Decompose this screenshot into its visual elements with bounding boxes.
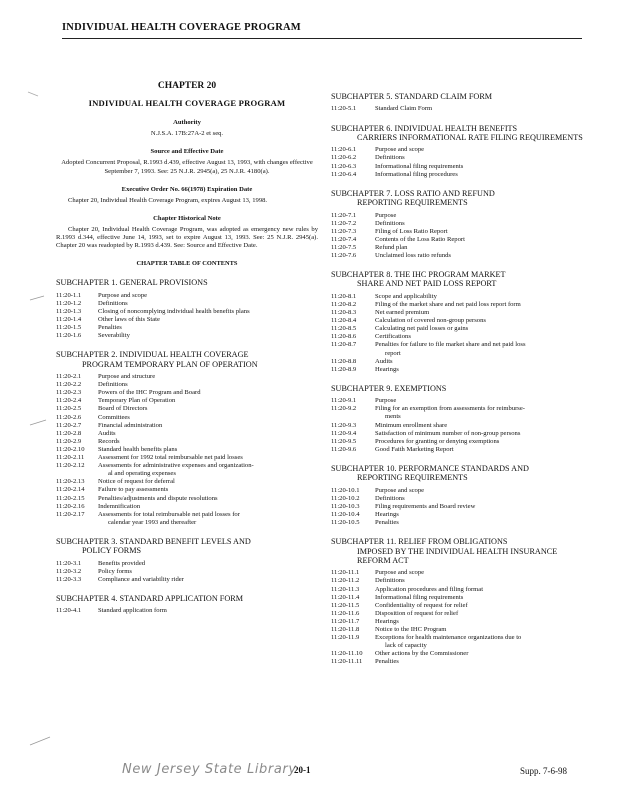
section-number: 11:20-11.3 [331,585,360,593]
section-title-text: Certifications [375,333,411,341]
source-text: Adopted Concurrent Proposal, R.1993 d.439, effective August 13, 1993, with changes effective September 7, 1993. See: 25 N.J.R. 2945(a), 25 N.J.R. 4180(a). [61,159,313,175]
section-number: 11:20-9.4 [331,429,357,437]
section-title-text: Penalties [98,324,122,332]
scan-mark [30,420,46,425]
section-number: 11:20-11.10 [331,650,363,658]
section-number: 11:20-11.5 [331,601,360,609]
section-title-text: Compliance and variability rider [98,575,184,583]
section-number: 11:20-6.4 [331,170,357,178]
section-title-text: Definitions [375,219,405,227]
chapter-title: INDIVIDUAL HEALTH COVERAGE PROGRAM [88,98,286,109]
scan-mark [30,296,44,300]
section-title-text: Penalties for failure to file market share and net paid loss [375,341,526,349]
section-number: 11:20-2.3 [56,389,82,397]
section-number: 11:20-1.2 [56,299,82,307]
section-number: 11:20-8.4 [331,317,357,325]
section-title-text: Records [98,437,120,445]
section-title-text: Refund plan [375,243,408,251]
supplement-date: Supp. 7-6-98 [520,766,567,776]
section-number: 11:20-2.1 [56,373,82,381]
section-title-text: Purpose [375,211,397,219]
section-title-wrap: lack of capacity [385,642,427,650]
section-number: 11:20-11.9 [331,634,360,642]
section-number: 11:20-9.2 [331,405,357,413]
section-title-text: Calculating net paid losses or gains [375,325,469,333]
section-number: 11:20-11.11 [331,658,363,666]
section-title-text: Contents of the Loss Ratio Report [375,235,465,243]
subchapter-title-continuation: REPORTING REQUIREMENTS [357,198,468,208]
section-number: 11:20-1.4 [56,316,82,323]
subchapter-title-text: SUBCHAPTER 7. LOSS RATIO AND REFUND [331,188,495,198]
subchapter-title-continuation: PROGRAM TEMPORARY PLAN OF OPERATION [82,359,258,369]
section-title-text: Purpose and scope [375,569,425,577]
section-number: 11:20-10.5 [331,519,360,527]
section-number: 11:20-11.6 [331,609,360,617]
section-title-text: Net earned premium [375,309,430,317]
section-number: 11:20-10.3 [331,502,360,510]
section-title-text: Filing of the market share and net paid loss report form [375,300,521,308]
section-title-text: Other actions by the Commissioner [375,650,469,658]
section-number: 11:20-6.2 [331,154,357,162]
section-number: 11:20-9.5 [331,437,357,445]
subchapter-title-text: SUBCHAPTER 3. STANDARD BENEFIT LEVELS AND [56,536,251,546]
section-number: 11:20-2.5 [56,405,82,413]
subchapter-title-text: SUBCHAPTER 11. RELIEF FROM OBLIGATIONS [331,537,508,547]
section-title-text: Purpose and structure [98,373,156,381]
section-number: 11:20-5.1 [331,105,357,113]
section-number: 11:20-11.7 [331,617,360,625]
section-number: 11:20-2.17 [56,510,85,518]
section-title-wrap: report [385,349,401,357]
section-title-text: Severability [98,332,130,340]
scan-mark [30,737,50,745]
section-number: 11:20-9.3 [331,421,357,429]
section-title-text: Calculation of covered non-group persons [375,317,486,325]
section-title-text: Assessments for administrative expenses and organization- [98,462,254,470]
subchapter-title-text: SUBCHAPTER 2. INDIVIDUAL HEALTH COVERAGE [56,350,249,360]
running-header: INDIVIDUAL HEALTH COVERAGE PROGRAM [62,22,301,33]
section-title-text: Informational filing requirements [375,593,464,601]
section-title-text: Informational filing requirements [375,162,464,170]
subchapter-title-continuation: IMPOSED BY THE INDIVIDUAL HEALTH INSURANCE REFORM ACT [357,546,558,565]
subchapter-title-text: SUBCHAPTER 8. THE IHC PROGRAM MARKET [331,270,506,280]
section-title-text: Closing of noncomplying individual health benefits plans [98,307,250,315]
page-number: 20-1 [294,765,311,775]
authority-heading: Authority [173,119,201,127]
section-title-text: Definitions [98,299,128,307]
section-number: 11:20-2.11 [56,454,85,462]
section-title-text: Definitions [98,381,128,389]
section-number: 11:20-1.6 [56,332,82,340]
section-number: 11:20-2.10 [56,445,85,453]
section-title-text: Benefits provided [98,559,146,567]
section-number: 11:20-8.7 [331,341,357,349]
section-number: 11:20-11.1 [331,569,360,577]
section-number: 11:20-9.1 [331,397,357,405]
subchapter-title-text: SUBCHAPTER 6. INDIVIDUAL HEALTH BENEFITS [331,123,518,133]
section-number: 11:20-11.8 [331,626,360,634]
section-title-text: Definitions [375,577,405,585]
section-title-text: Definitions [375,154,405,162]
section-number: 11:20-8.3 [331,309,357,317]
section-number: 11:20-10.2 [331,494,360,502]
section-number: 11:20-2.13 [56,478,85,486]
library-watermark: New Jersey State Library [122,762,297,777]
section-number: 11:20-2.14 [56,486,85,494]
section-title-text: Hearings [375,617,399,625]
section-number: 11:20-10.1 [331,486,360,494]
subchapter-title-text: SUBCHAPTER 4. STANDARD APPLICATION FORM [56,593,244,603]
subchapter-title-continuation: SHARE AND NET PAID LOSS REPORT [357,279,497,289]
section-title-text: Filing for an exemption from assessments for reimburse- [375,405,525,413]
section-number: 11:20-11.2 [331,577,360,585]
section-title-text: Penalties [375,519,399,527]
section-number: 11:20-2.7 [56,421,82,429]
section-number: 11:20-7.5 [331,243,357,251]
section-title-text: Satisfaction of minimum number of non-group persons [375,429,521,437]
section-title-text: Purpose and scope [98,291,148,299]
toc-heading: CHAPTER TABLE OF CONTENTS [136,260,238,268]
section-title-text: Failure to pay assessments [98,486,169,494]
section-title-text: Good Faith Marketing Report [375,445,454,453]
subchapter-title-text: SUBCHAPTER 10. PERFORMANCE STANDARDS AND [331,463,529,473]
section-number: 11:20-7.2 [331,219,357,227]
section-number: 11:20-2.9 [56,437,82,445]
section-title-text: Confidentiality of request for relief [375,601,468,609]
section-number: 11:20-7.1 [331,211,357,219]
section-number: 11:20-2.4 [56,397,82,405]
section-number: 11:20-3.2 [56,567,82,575]
section-title-wrap: al and operating expenses [108,470,176,478]
section-number: 11:20-8.6 [331,333,357,341]
subchapter-title-text: SUBCHAPTER 9. EXEMPTIONS [331,383,447,393]
section-number: 11:20-1.5 [56,324,82,332]
section-title-text: Filing of Loss Ratio Report [375,227,448,235]
section-title-text: Exceptions for health maintenance organizations due to [375,634,522,642]
section-number: 11:20-3.1 [56,559,82,567]
section-title-text: Definitions [375,494,405,502]
executive-order-heading: Executive Order No. 66(1978) Expiration Date [121,185,253,193]
section-title-text: Powers of the IHC Program and Board [98,389,201,397]
section-number: 11:20-8.2 [331,300,357,308]
history-text: Chapter 20, Individual Health Coverage Program, was adopted as emergency new rules by R.1993 d.344, effective June 14, 1993, set to expire August 13, 1993. See: 25 N.J.R. 2945(a). Chapter 20 was readopted by R.1993 d.439. See: Source and Effective Date. [56,225,318,250]
section-number: 11:20-8.5 [331,325,357,333]
section-title-text: Filing requirements and Board review [375,502,476,510]
section-title-text: Purpose and scope [375,486,425,494]
section-title-text: Purpose and scope [375,146,425,154]
section-title-text: Notice of request for deferral [98,478,175,486]
section-number: 11:20-8.8 [331,357,357,365]
section-number: 11:20-2.8 [56,429,82,437]
scan-mark [28,92,38,96]
section-number: 11:20-2.16 [56,502,85,510]
subchapter-title-text: SUBCHAPTER 5. STANDARD CLAIM FORM [331,92,493,101]
subchapter-title-continuation: REPORTING REQUIREMENTS [357,473,468,483]
section-number: 11:20-2.12 [56,462,85,470]
section-title-text: Informational filing procedures [375,170,458,178]
section-title-text: Unclaimed loss ratio refunds [375,251,451,259]
section-number: 11:20-2.6 [56,413,82,421]
section-title-text: Notice to the IHC Program [375,626,447,634]
section-title-text: Hearings [375,510,399,518]
section-title-text: Penalties/adjustments and dispute resolutions [98,494,218,502]
section-number: 11:20-11.4 [331,593,360,601]
section-number: 11:20-4.1 [56,607,82,615]
section-title-text: Standard application form [98,607,167,615]
section-title-text: Procedures for granting or denying exemptions [375,437,500,445]
section-number: 11:20-7.6 [331,251,357,259]
section-number: 11:20-9.6 [331,445,357,453]
section-title-text: Board of Directors [98,405,148,413]
section-number: 11:20-1.1 [56,291,82,299]
section-title-text: Audits [375,357,393,365]
section-title-text: Financial administration [98,421,163,429]
section-number: 11:20-6.1 [331,146,357,154]
section-title-text: Scope and applicability [375,292,437,300]
section-number: 11:20-8.9 [331,365,357,373]
section-title-text: Standard Claim Form [375,105,433,113]
section-title-text: Minimum enrollment share [375,421,448,429]
section-number: 11:20-10.4 [331,510,360,518]
authority-text: N.J.S.A. 17B:27A-2 et seq. [150,130,224,138]
section-title-text: Policy forms [98,567,132,575]
section-number: 11:20-6.3 [331,162,357,170]
section-number: 11:20-3.3 [56,575,82,583]
chapter-number: CHAPTER 20 [157,81,217,91]
section-title-text: Hearings [375,365,399,373]
section-title-text: Assessments for total reimbursable net paid losses for [98,510,240,518]
section-title-text: Purpose [375,397,397,405]
section-title-text: Temporary Plan of Operation [98,397,176,405]
source-heading: Source and Effective Date [150,148,224,156]
section-title-text: Assessment for 1992 total reimbursable net paid losses [98,454,243,462]
section-title-wrap: ments [385,413,401,421]
section-number: 11:20-8.1 [331,292,357,300]
section-title-text: Committees [98,413,130,421]
section-number: 11:20-7.4 [331,235,357,243]
section-title-text: Application procedures and filing format [375,585,484,593]
section-number: 11:20-2.2 [56,381,82,389]
section-number: 11:20-1.3 [56,307,82,315]
section-title-text: Penalties [375,658,399,666]
section-number: 11:20-7.3 [331,227,357,235]
history-heading: Chapter Historical Note [153,214,221,222]
section-title-text: Other laws of this State [98,316,160,323]
subchapter-title-continuation: CARRIERS INFORMATIONAL RATE FILING REQUIREMENTS [357,132,583,142]
section-title-text: Disposition of request for relief [375,609,459,617]
section-title-text: Standard health benefits plans [98,445,178,453]
subchapter-title-text: SUBCHAPTER 1. GENERAL PROVISIONS [56,278,208,288]
executive-order-text: Chapter 20, Individual Health Coverage Program, expires August 13, 1998. [68,196,268,204]
section-title-text: Audits [98,429,116,437]
subchapter-title-continuation: POLICY FORMS [82,546,142,556]
section-title-wrap: calendar year 1993 and thereafter [108,518,197,526]
section-number: 11:20-2.15 [56,494,85,502]
section-title-text: Indemnification [98,502,141,510]
